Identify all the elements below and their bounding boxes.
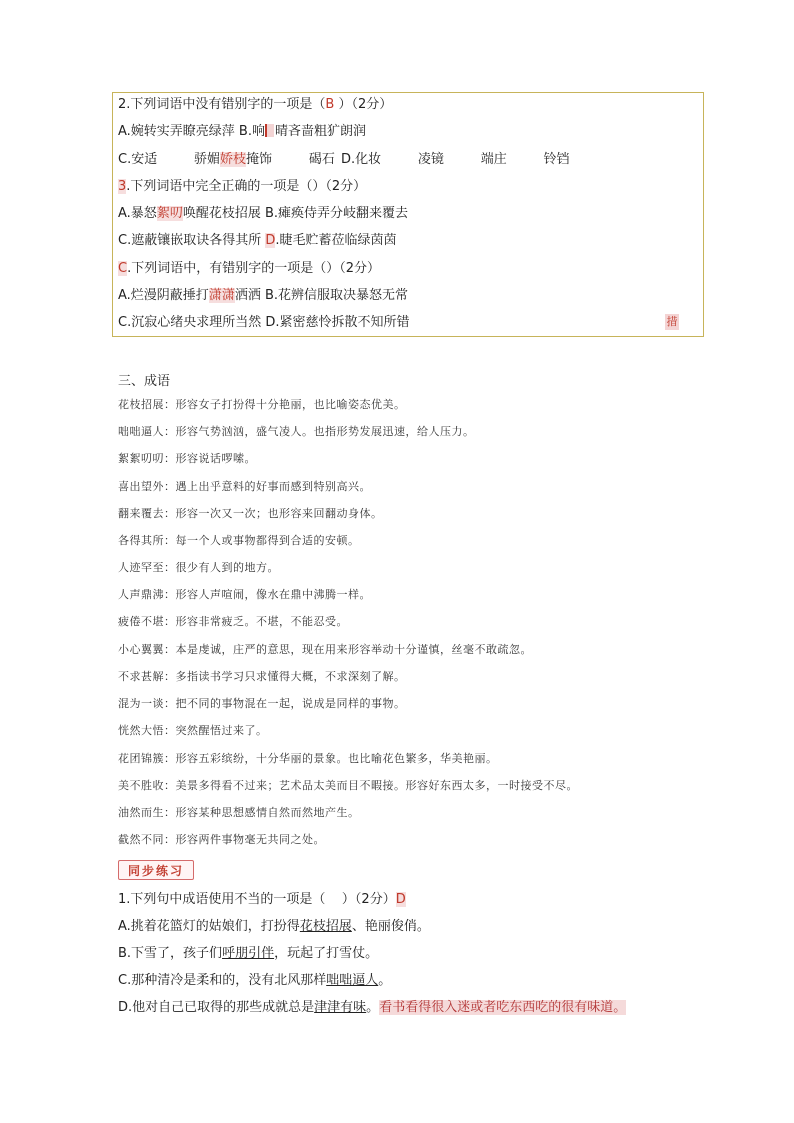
idiom-entry: 咄咄逼人：形容气势汹汹，盛气凌人。也指形势发展迅速，给人压力。 [118,425,475,438]
question-4: C.下列词语中，有错别字的一项是（）（2分） [118,261,380,276]
exercise-option-b: B.下雪了，孩子们呼朋引伴，玩起了打雪仗。 [118,946,379,961]
idiom-entry: 恍然大悟：突然醒悟过来了。 [118,724,268,737]
answer-q3-marker: D [265,233,276,248]
idiom-entry: 截然不同：形容两件事物毫无共同之处。 [118,833,325,846]
idiom-entry: 翻来覆去：形容一次又一次；也形容来回翻动身体。 [118,507,383,520]
question-2-option-ab: A.婉转实弄瞭亮绿萍 B.响 晴吝啬粗犷朗润 [118,124,367,139]
answer-q3: 3 [118,179,127,194]
error-mark [265,124,274,137]
exercise-option-d: D.他对自己已取得的那些成就总是津津有味。看书看得很入迷或者吃东西吃的很有味道。 [118,1000,627,1015]
idiom-entry: 絮絮叨叨：形容说话啰嗦。 [118,452,256,465]
correction-mark: 措 [666,315,678,328]
answer-q2: B [325,97,335,112]
answer-q1: D [395,892,406,907]
error-highlight: 絮叨 [156,206,183,221]
explanation-note: 看书看得很入迷或者吃东西吃的很有味道。 [379,1000,627,1015]
idiom-entry: 美不胜收：美景多得看不过来；艺术品太美而目不暇接。形容好东西太多，一时接受不尽。 [118,779,578,792]
idiom-entry: 疲倦不堪：形容非常疲乏。不堪，不能忍受。 [118,615,348,628]
question-4-option-ab: A.烂漫阴蔽捶打潇潇洒洒 B.花辨信服取决暴怒无常 [118,288,409,303]
idiom-entry: 油然而生：形容某种思想感情自然而然地产生。 [118,806,360,819]
question-4-option-cd: C.沉寂心绪央求理所当然 D.紧密慈怜拆散不知所错 [118,315,410,330]
section-title: 三、成语 [118,374,171,389]
answer-q4: C [118,261,128,276]
exercise-option-a: A.挑着花篮灯的姑娘们，打扮得花枝招展、艳丽俊俏。 [118,919,430,934]
error-highlight: 娇枝 [220,152,247,167]
idiom-entry: 小心翼翼：本是虔诚，庄严的意思，现在用来形容举动十分谨慎，丝毫不敢疏忽。 [118,643,532,656]
question-3: 3.下列词语中完全正确的一项是（）（2分） [118,179,367,194]
idiom-entry: 混为一谈：把不同的事物混在一起，说成是同样的事物。 [118,697,406,710]
sync-practice-badge: 同步练习 [118,860,194,880]
error-highlight: 潇潇 [208,288,235,303]
exercise-question-1: 1.下列句中成语使用不当的一项是（ ）（2分）D [118,892,406,907]
question-2: 2.下列词语中没有错别字的一项是（B ）（2分） [118,97,393,112]
idiom-entry: 人声鼎沸：形容人声喧闹，像水在鼎中沸腾一样。 [118,588,371,601]
idiom-entry: 不求甚解：多指读书学习只求懂得大概，不求深刻了解。 [118,670,406,683]
idiom-entry: 喜出望外：遇上出乎意料的好事而感到特别高兴。 [118,480,371,493]
idiom-entry: 人迹罕至：很少有人到的地方。 [118,561,279,574]
idiom-entry: 花团锦簇：形容五彩缤纷，十分华丽的景象。也比喻花色繁多，华美艳丽。 [118,752,498,765]
idiom-entry: 花枝招展：形容女子打扮得十分艳丽，也比喻姿态优美。 [118,398,406,411]
idiom-entry: 各得其所：每一个人或事物都得到合适的安顿。 [118,534,360,547]
question-3-option-cd: C.遮蔽镶嵌取诀各得其所 D.睫毛贮蓄莅临绿茵茵 [118,233,397,248]
exercise-option-c: C.那种清冷是柔和的，没有北风那样咄咄逼人。 [118,973,392,988]
question-2-option-cd: C.安适 骄媚娇枝掩饰 碣石 D.化妆 凌镜 端庄 铃铛 [118,152,570,167]
question-3-option-ab: A.暴怒絮叨唤醒花枝招展 B.瘫痪侍弄分岐翻来覆去 [118,206,409,221]
